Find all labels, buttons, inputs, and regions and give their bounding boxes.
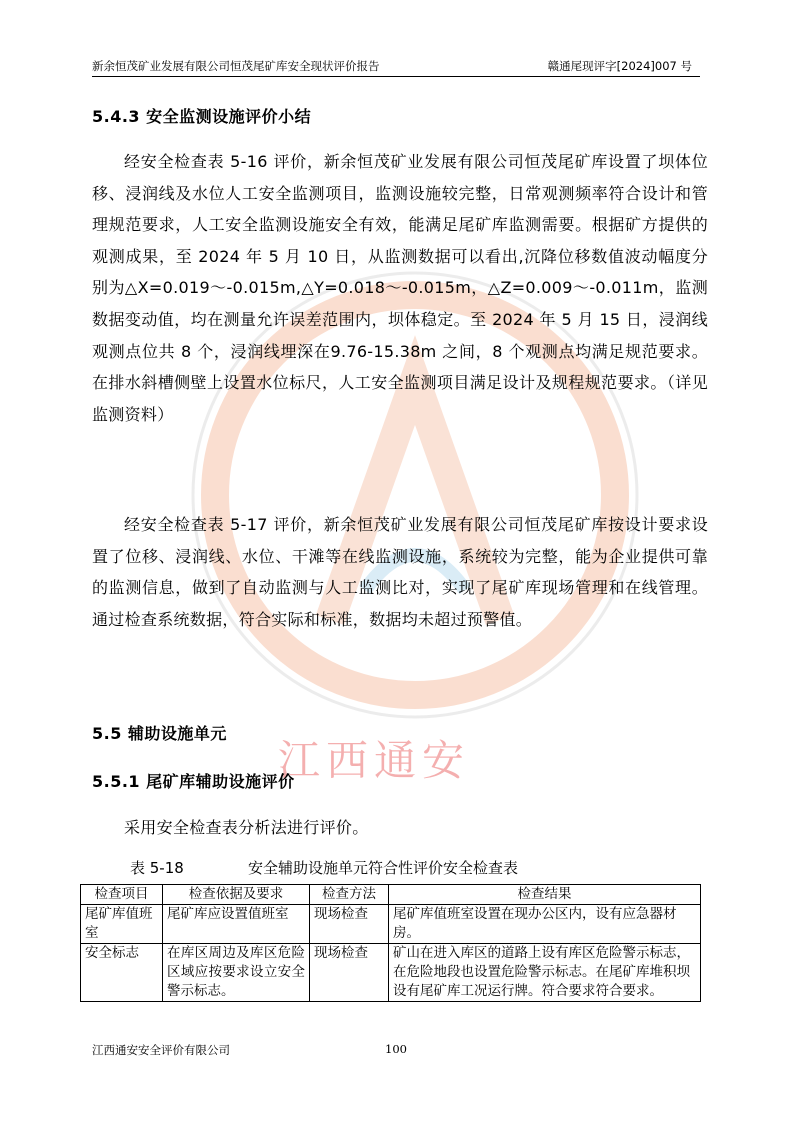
cell-method: 现场检查 [310,944,389,1002]
safety-check-table [80,884,701,1002]
cell-result: 尾矿库值班室设置在现办公区内，设有应急器材房。 [389,905,701,944]
section-5-5-1-title: 5.5.1 尾矿库辅助设施评价 [92,772,295,791]
cell-result: 矿山在进入库区的道路上设有库区危险警示标志，在危险地段也设置危险警示标志。在尾矿库堆积坝设有尾矿库工况运行牌。符合要求符合要求。 [389,944,701,1002]
section-5-4-3-title: 5.4.3 安全监测设施评价小结 [92,107,312,126]
header-check-item: 检查项目 [81,885,163,905]
table-row [81,944,701,1002]
watermark-text: 江西通安 [278,736,471,785]
cell-check-item: 安全标志 [81,944,163,1002]
cell-check-item: 尾矿库值班室 [81,905,163,944]
header-method: 检查方法 [310,885,389,905]
header-basis: 检查依据及要求 [163,885,310,905]
section-5-4-3-paragraph-1: 经安全检查表 5-16 评价，新余恒茂矿业发展有限公司恒茂尾矿库设置了坝体位移、浸润线及水位人工安全监测项目，监测设施较完整，日常观测频率符合设计和管理规范要求，人工安全监测设施安全有效，能满足尾矿库监测需要。根据矿方提供的观测成果，至 2024 年 5 月 10 日，从监测数据可以看出,沉降位移数值波动幅度分别为△X=0.019～-0.015m,△Y=0.018～-0.015m，△Z=0.009～-0.011m，监测数据变动值，均在测量允许误差范围内，坝体稳定。至 2024 年 5 月 15 日，浸润线观测点位共 8 个，浸润线埋深在9.76-15.38m 之间，8 个观测点均满足规范要求。在排水斜槽侧壁上设置水位标尺，人工安全监测项目满足设计及规程规范要求。（详见监测资料） [92,152,708,424]
table-caption [130,857,518,878]
header-report-number: 赣通尾现评字[2024]007 号 [547,59,692,73]
page-header [92,56,700,77]
table-caption-text: 安全辅助设施单元符合性评价安全检查表 [248,859,519,877]
table-row [81,905,701,944]
table-header-row [81,885,701,905]
section-5-5-1-paragraph: 采用安全检查表分析法进行评价。 [124,818,369,837]
page-number: 100 [385,1042,407,1056]
section-5-5-title: 5.5 辅助设施单元 [92,724,227,743]
table-number: 表 5-18 [130,859,184,877]
section-5-4-3-paragraph-2: 经安全检查表 5-17 评价，新余恒茂矿业发展有限公司恒茂尾矿库按设计要求设置了位移、浸润线、水位、干滩等在线监测设施，系统较为完整，能为企业提供可靠的监测信息，做到了自动监测与人工监测比对，实现了尾矿库现场管理和在线管理。通过检查系统数据，符合实际和标准，数据均未超过预警值。 [92,515,708,629]
header-report-title: 新余恒茂矿业发展有限公司恒茂尾矿库安全现状评价报告 [92,59,380,73]
footer-company: 江西通安安全评价有限公司 [92,1043,230,1057]
header-result: 检查结果 [389,885,701,905]
cell-basis: 在库区周边及库区危险区域应按要求设立安全警示标志。 [163,944,310,1002]
cell-method: 现场检查 [310,905,389,944]
cell-basis: 尾矿库应设置值班室 [163,905,310,944]
